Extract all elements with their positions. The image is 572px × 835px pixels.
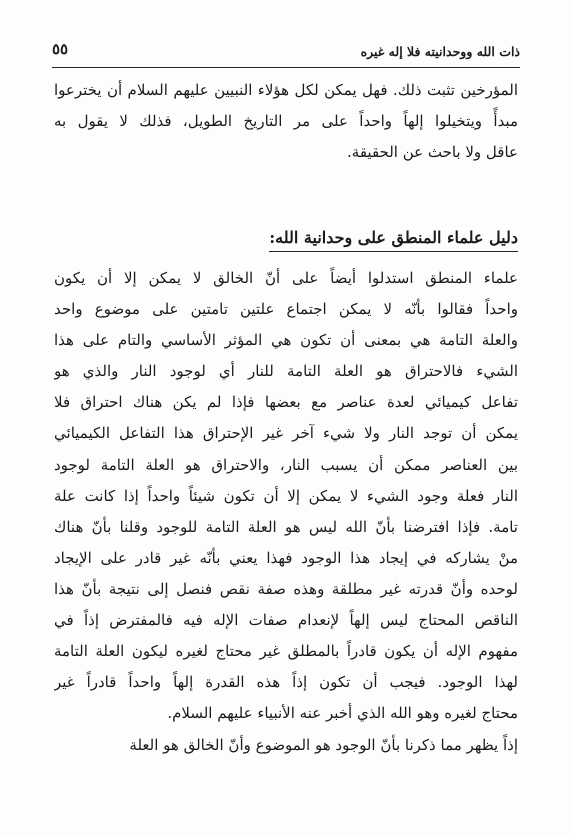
text-line: بين العناصر ممكن أن يسبب النار، والاحتراق هو العلة التامة لوجود	[54, 455, 518, 474]
text-line: مبدأً ويتخيلوا إلهاً واحداً على مر التاريخ الطويل، فذلك لا يقول به	[54, 112, 518, 131]
intro-paragraph	[54, 75, 518, 168]
running-header	[52, 40, 520, 64]
body-paragraph	[54, 263, 518, 729]
text-line: تامة. فإذا افترضنا بأنّ الله ليس هو العلة التامة للوجود وقلنا بأنّ هناك	[54, 517, 518, 536]
text-line: منْ يشاركه في إيجاد هذا الوجود فهذا يعني بأنّه غير قادر على الإيجاد	[54, 548, 518, 567]
header-rule	[52, 67, 520, 68]
text-line: لهذا الوجود. فيجب أن تكون إذاً هذه القدرة إلهاً واحداً قادراً غير	[54, 673, 518, 692]
text-line: علماء المنطق استدلوا أيضاً على أنّ الخالق لا يمكن إلا أن يكون	[54, 269, 518, 287]
text-line: المؤرخين تثبت ذلك. فهل يمكن لكل هؤلاء النبيين عليهم السلام أن يخترعوا	[54, 81, 518, 99]
text-line: النار فعلة وجود الشيء لا يمكن إلا أن تكون شيئاً واحداً إذا كانت علة	[54, 486, 518, 505]
text-line: إذاً يظهر مما ذكرنا بأنّ الوجود هو الموضوع وأنّ الخالق هو العلة	[129, 736, 518, 754]
text-line: والعلة التامة هي بمعنى أن تكون هي المؤثر الأساسي والتام على هذا	[54, 331, 518, 350]
text-line: واحداً فقالوا بأنّه لا يمكن اجتماع علتين تامتين على موضوع واحد	[54, 300, 518, 319]
text-line: لوحده وأنّ قدرته غير مطلقة وهذه صفة نقص فنصل إلى نتيجة بأنّ هذا	[54, 579, 518, 598]
text-line: عاقل ولا باحث عن الحقيقة.	[347, 143, 518, 162]
text-line: محتاج لغيره وهو الله الذي أخبر عنه الأنبياء عليهم السلام.	[167, 704, 518, 723]
closing-paragraph	[54, 730, 518, 761]
section-heading: دليل علماء المنطق على وحدانية الله:	[269, 228, 518, 252]
text-line: الناقص المحتاج ليس إلهاً لإنعدام صفات الإله فيه فالمفترض إذاً في	[54, 611, 518, 630]
running-title: ذات الله ووحدانيته فلا إله غيره	[360, 44, 520, 59]
text-line: الشيء فالاحتراق هو العلة التامة للنار أي لوجود النار والذي هو	[54, 362, 518, 381]
page-number: ٥٥	[52, 40, 69, 58]
text-line: مفهوم الإله أن يكون قادراً بالمطلق غير محتاج لغيره ليكون العلة التامة	[54, 642, 518, 661]
text-line: تفاعل كيميائي لعدة عناصر مع بعضها فإذا لم يكن هناك احتراق فلا	[54, 393, 518, 412]
text-line: يمكن أن توجد النار ولا شيء آخر غير الإحتراق هذا التفاعل الكيميائي	[54, 424, 518, 443]
